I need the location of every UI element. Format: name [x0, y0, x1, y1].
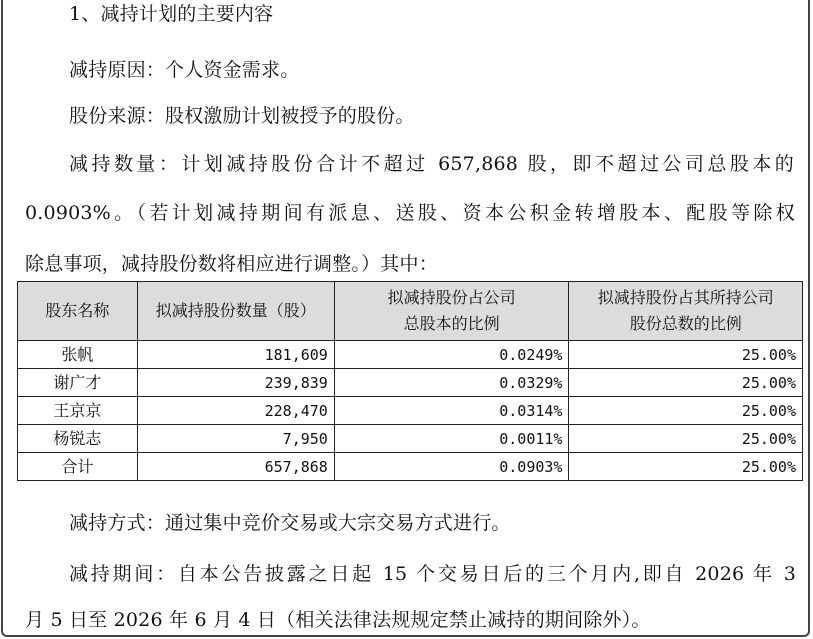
share-quantity: 228,470 [137, 397, 334, 425]
header-ratio-held: 拟减持股份占其所持公司 股份总数的比例 [569, 282, 803, 341]
share-quantity: 7,950 [137, 425, 334, 453]
document-frame [1, 0, 810, 637]
ratio-total: 0.0011% [334, 425, 569, 453]
shareholder-name: 谢广才 [18, 369, 138, 397]
reduction-method: 减持方式：通过集中竞价交易或大宗交易方式进行。 [69, 512, 511, 534]
header-shareholder-name: 股东名称 [18, 282, 138, 341]
reduction-quantity-line-2: 0.0903%。（若计划减持期间有派息、送股、资本公积金转增股本、配股等除权 [25, 202, 795, 224]
ratio-total: 0.0314% [334, 397, 569, 425]
shareholder-name: 王京京 [18, 397, 138, 425]
share-quantity: 181,609 [137, 341, 334, 369]
table-row [18, 425, 803, 453]
table-row [18, 369, 803, 397]
ratio-held: 25.00% [569, 397, 803, 425]
ratio-total: 0.0329% [334, 369, 569, 397]
header-ratio-total: 拟减持股份占公司 总股本的比例 [334, 282, 569, 341]
shareholder-name: 张帆 [18, 341, 138, 369]
reduction-period-line-1: 减持期间：自本公告披露之日起 15 个交易日后的三个月内,即自 2026 年 3 [69, 563, 796, 585]
total-ratio-total: 0.0903% [334, 453, 569, 481]
reduction-quantity-line-1: 减持数量：计划减持股份合计不超过 657,868 股，即不超过公司总股本的 [69, 153, 794, 175]
ratio-held: 25.00% [569, 341, 803, 369]
total-label: 合计 [18, 453, 138, 481]
ratio-held: 25.00% [569, 369, 803, 397]
header-share-quantity: 拟减持股份数量（股） [137, 282, 334, 341]
total-ratio-held: 25.00% [569, 453, 803, 481]
table-row [18, 341, 803, 369]
table-total-row [18, 453, 803, 481]
shareholder-name: 杨锐志 [18, 425, 138, 453]
table-row [18, 397, 803, 425]
ratio-held: 25.00% [569, 425, 803, 453]
share-quantity: 239,839 [137, 369, 334, 397]
reduction-reason: 减持原因：个人资金需求。 [69, 59, 300, 81]
ratio-total: 0.0249% [334, 341, 569, 369]
section-heading: 1、减持计划的主要内容 [69, 3, 274, 25]
share-source: 股份来源：股权激励计划被授予的股份。 [69, 105, 415, 127]
total-share-quantity: 657,868 [137, 453, 334, 481]
reduction-table [17, 281, 803, 481]
table-header-row [18, 282, 803, 341]
reduction-quantity-line-3: 除息事项，减持股份数将相应进行调整。）其中： [25, 253, 438, 275]
reduction-period-line-2: 月 5 日至 2026 年 6 月 4 日（相关法律法规规定禁止减持的期间除外）。 [25, 609, 651, 631]
